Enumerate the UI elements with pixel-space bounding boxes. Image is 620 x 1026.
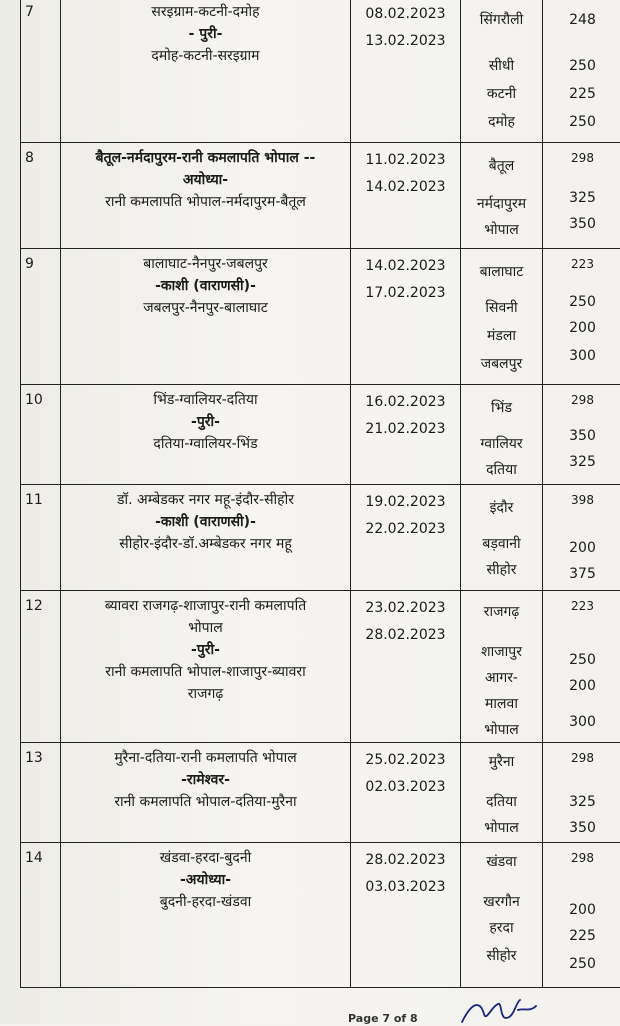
fare-value: 350	[547, 213, 618, 235]
fare-value: 250	[547, 953, 618, 975]
fare-value: 248	[547, 9, 618, 31]
route-cell	[61, 743, 351, 843]
fare-value: 298	[547, 847, 618, 869]
table-row	[21, 143, 620, 249]
table-row	[21, 0, 620, 143]
start-date: 25.02.2023	[355, 747, 456, 774]
boarding-station: भिंड	[465, 397, 538, 419]
boarding-station: बड़वानी	[465, 533, 538, 555]
fares-cell	[543, 385, 620, 485]
fares-cell	[543, 249, 620, 385]
serial-number: 10	[21, 385, 61, 485]
start-date: 28.02.2023	[355, 847, 456, 874]
boarding-stations-cell	[461, 143, 543, 249]
fare-value: 298	[547, 747, 618, 769]
dates-cell	[351, 249, 461, 385]
boarding-station: मंडला	[465, 325, 538, 347]
fares-cell	[543, 843, 620, 988]
fare-value: 250	[547, 111, 618, 133]
boarding-station: भोपाल	[465, 719, 538, 741]
dates-cell	[351, 591, 461, 743]
boarding-station: सिवनी	[465, 297, 538, 319]
dates-cell	[351, 143, 461, 249]
boarding-station: बैतूल	[465, 155, 538, 177]
boarding-station: दतिया	[465, 791, 538, 813]
route-line: भिंड-ग्वालियर-दतिया	[65, 389, 346, 411]
boarding-station: दमोह	[465, 111, 538, 133]
route-line: -काशी (वाराणसी)-	[65, 511, 346, 533]
dates-cell	[351, 743, 461, 843]
route-line: -पुरी-	[65, 411, 346, 433]
fare-value: 325	[547, 791, 618, 813]
fare-value: 325	[547, 451, 618, 473]
boarding-stations-cell	[461, 0, 543, 143]
start-date: 11.02.2023	[355, 147, 456, 174]
fare-value: 350	[547, 425, 618, 447]
fare-value: 225	[547, 925, 618, 947]
fares-cell	[543, 485, 620, 591]
boarding-station: बालाघाट	[465, 261, 538, 283]
fare-value: 300	[547, 345, 618, 367]
start-date: 08.02.2023	[355, 1, 456, 28]
route-cell	[61, 143, 351, 249]
route-line: रानी कमलापति भोपाल-दतिया-मुरैना	[65, 791, 346, 813]
end-date: 28.02.2023	[355, 622, 456, 649]
dates-cell	[351, 385, 461, 485]
fares-cell	[543, 591, 620, 743]
schedule-rows	[21, 0, 620, 988]
fare-value: 250	[547, 649, 618, 671]
fare-value: 250	[547, 55, 618, 77]
route-line: सरइग्राम-कटनी-दमोह	[65, 1, 346, 23]
boarding-stations-cell	[461, 743, 543, 843]
boarding-stations-cell	[461, 249, 543, 385]
fare-value: 298	[547, 147, 618, 169]
boarding-station: शाजापुर	[465, 641, 538, 663]
boarding-station: सीहोर	[465, 945, 538, 967]
route-line: दतिया-ग्वालियर-भिंड	[65, 433, 346, 455]
boarding-station: नर्मदापुरम	[465, 193, 538, 215]
route-cell	[61, 591, 351, 743]
route-cell	[61, 843, 351, 988]
table-row	[21, 591, 620, 743]
route-cell	[61, 385, 351, 485]
fares-cell	[543, 0, 620, 143]
route-line: बैतूल-नर्मदापुरम-रानी कमलापति भोपाल --	[65, 147, 346, 169]
dates-cell	[351, 485, 461, 591]
boarding-station: इंदौर	[465, 497, 538, 519]
boarding-station: सीहोर	[465, 559, 538, 581]
boarding-station: जबलपुर	[465, 353, 538, 375]
boarding-station: आगर-	[465, 667, 538, 689]
start-date: 23.02.2023	[355, 595, 456, 622]
fare-value: 250	[547, 291, 618, 313]
route-line: खंडवा-हरदा-बुदनी	[65, 847, 346, 869]
end-date: 17.02.2023	[355, 280, 456, 307]
end-date: 02.03.2023	[355, 774, 456, 801]
route-line: - पुरी-	[65, 23, 346, 45]
boarding-station: सिंगरौली	[465, 9, 538, 31]
fare-value: 350	[547, 817, 618, 839]
boarding-station: भोपाल	[465, 817, 538, 839]
boarding-station: खंडवा	[465, 851, 538, 873]
fare-value: 223	[547, 595, 618, 617]
route-line: राजगढ़	[65, 683, 346, 705]
route-line: जबलपुर-नैनपुर-बालाघाट	[65, 297, 346, 319]
boarding-stations-cell	[461, 485, 543, 591]
route-line: दमोह-कटनी-सरइग्राम	[65, 45, 346, 67]
table-row	[21, 385, 620, 485]
route-line: ब्यावरा राजगढ़-शाजापुर-रानी कमलापति	[65, 595, 346, 617]
page-number: Page 7 of 8	[348, 1012, 418, 1025]
serial-number: 9	[21, 249, 61, 385]
route-line: रानी कमलापति भोपाल-शाजापुर-ब्यावरा	[65, 661, 346, 683]
boarding-station: दतिया	[465, 459, 538, 481]
end-date: 13.02.2023	[355, 28, 456, 55]
table-row	[21, 843, 620, 988]
route-line: अयोध्या-	[65, 169, 346, 191]
fare-value: 225	[547, 83, 618, 105]
fare-value: 398	[547, 489, 618, 511]
fare-value: 300	[547, 711, 618, 733]
dates-cell	[351, 843, 461, 988]
signature	[458, 996, 548, 1026]
boarding-stations-cell	[461, 591, 543, 743]
boarding-station: खरगौन	[465, 891, 538, 913]
route-cell	[61, 485, 351, 591]
fare-value: 200	[547, 317, 618, 339]
table-row	[21, 249, 620, 385]
boarding-station: राजगढ़	[465, 601, 538, 623]
end-date: 22.02.2023	[355, 516, 456, 543]
route-line: -काशी (वाराणसी)-	[65, 275, 346, 297]
boarding-station: भोपाल	[465, 219, 538, 241]
route-line: बालाघाट-नैनपुर-जबलपुर	[65, 253, 346, 275]
boarding-stations-cell	[461, 843, 543, 988]
serial-number: 14	[21, 843, 61, 988]
serial-number: 8	[21, 143, 61, 249]
fare-value: 200	[547, 899, 618, 921]
fare-value: 298	[547, 389, 618, 411]
boarding-station: कटनी	[465, 83, 538, 105]
route-line: सीहोर-इंदौर-डॉ.अम्बेडकर नगर महू	[65, 533, 346, 555]
start-date: 19.02.2023	[355, 489, 456, 516]
route-cell	[61, 249, 351, 385]
fare-value: 200	[547, 537, 618, 559]
tour-schedule-table	[20, 0, 620, 988]
fares-cell	[543, 143, 620, 249]
fare-value: 325	[547, 187, 618, 209]
start-date: 14.02.2023	[355, 253, 456, 280]
route-line: रानी कमलापति भोपाल-नर्मदापुरम-बैतूल	[65, 191, 346, 213]
route-line: -पुरी-	[65, 639, 346, 661]
boarding-station: मुरैना	[465, 751, 538, 773]
end-date: 14.02.2023	[355, 174, 456, 201]
boarding-stations-cell	[461, 385, 543, 485]
route-line: -रामेश्वर-	[65, 769, 346, 791]
fare-value: 200	[547, 675, 618, 697]
route-line: -अयोध्या-	[65, 869, 346, 891]
serial-number: 11	[21, 485, 61, 591]
route-cell	[61, 0, 351, 143]
fare-value: 223	[547, 253, 618, 275]
serial-number: 12	[21, 591, 61, 743]
boarding-station: सीधी	[465, 55, 538, 77]
boarding-station: मालवा	[465, 693, 538, 715]
start-date: 16.02.2023	[355, 389, 456, 416]
table-row	[21, 485, 620, 591]
boarding-station: ग्वालियर	[465, 433, 538, 455]
serial-number: 7	[21, 0, 61, 143]
route-line: मुरैना-दतिया-रानी कमलापति भोपाल	[65, 747, 346, 769]
fares-cell	[543, 743, 620, 843]
route-line: भोपाल	[65, 617, 346, 639]
dates-cell	[351, 0, 461, 143]
fare-value: 375	[547, 563, 618, 585]
serial-number: 13	[21, 743, 61, 843]
route-line: डॉ. अम्बेडकर नगर महू-इंदौर-सीहोर	[65, 489, 346, 511]
end-date: 21.02.2023	[355, 416, 456, 443]
table-row	[21, 743, 620, 843]
boarding-station: हरदा	[465, 917, 538, 939]
route-line: बुदनी-हरदा-खंडवा	[65, 891, 346, 913]
end-date: 03.03.2023	[355, 874, 456, 901]
